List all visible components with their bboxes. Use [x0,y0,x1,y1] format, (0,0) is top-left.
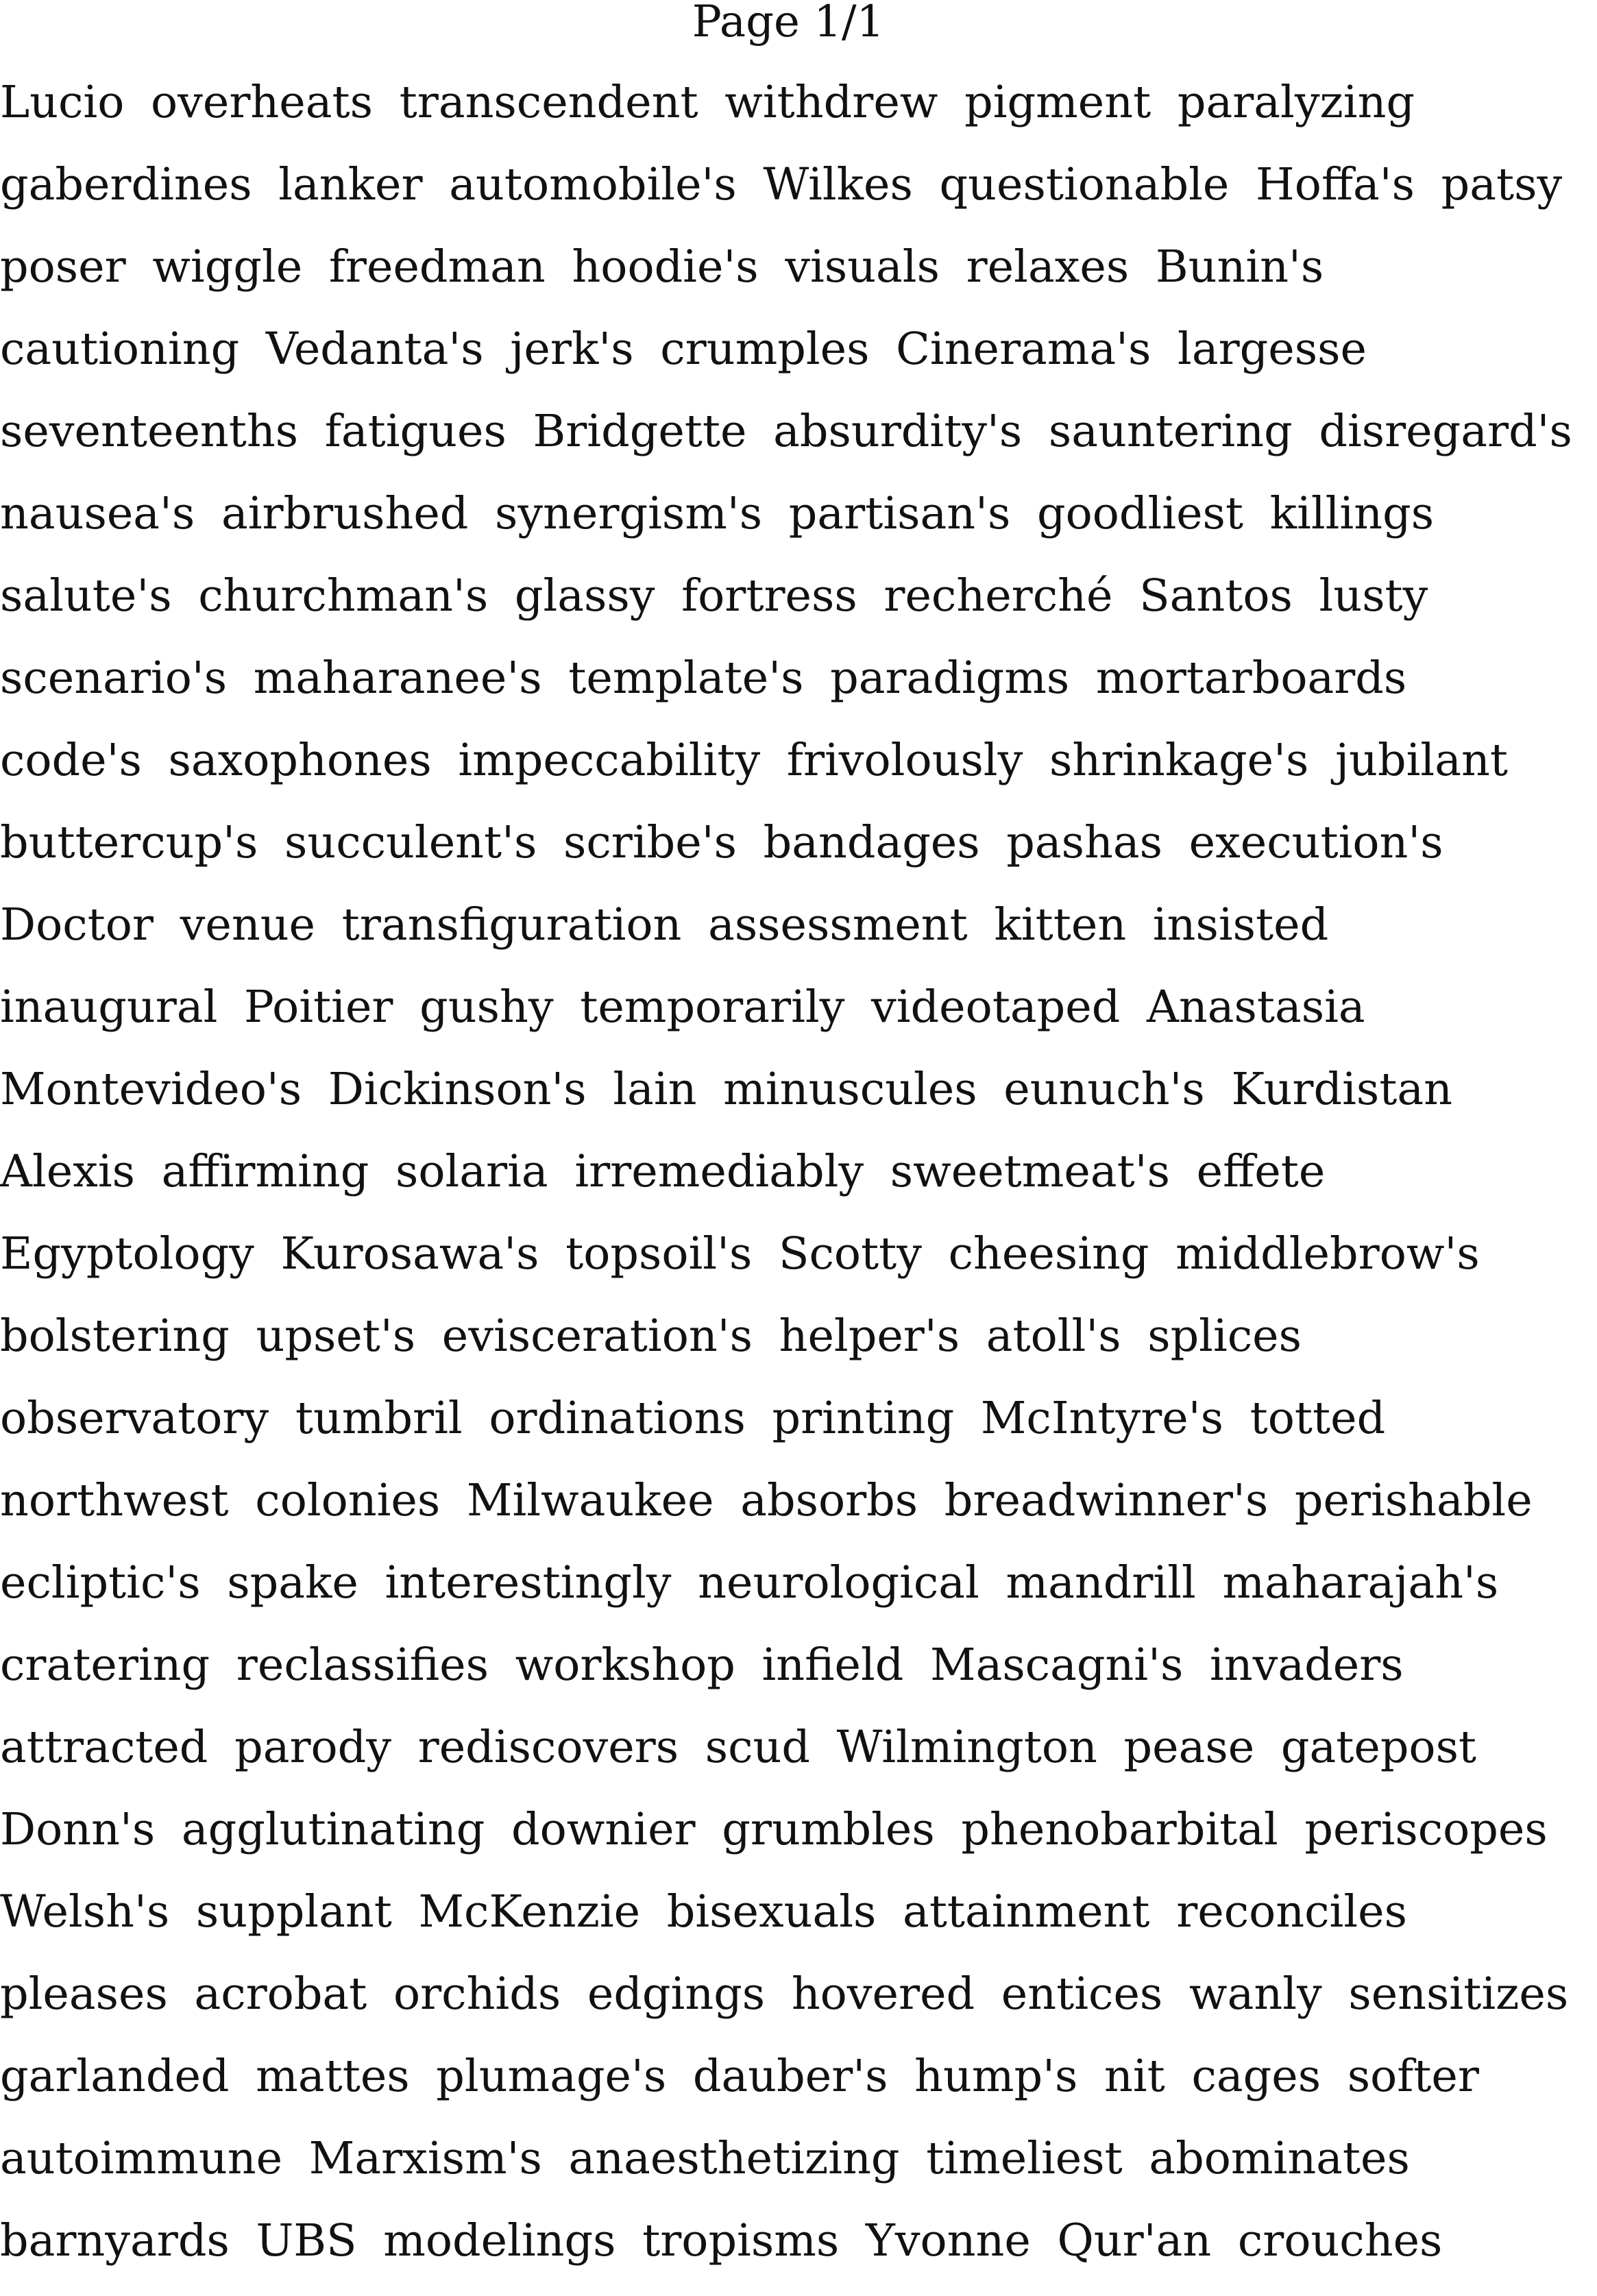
text-line: salute's churchman's glassy fortress recherché Santos lusty [0,570,1428,622]
text-line: nausea's airbrushed synergism's partisan's goodliest killings [0,488,1435,539]
text-line: inaugural Poitier gushy temporarily videotaped Anastasia [0,981,1365,1033]
text-line: Doctor venue transfiguration assessment kitten insisted [0,899,1329,951]
text-line: scenario's maharanee's template's paradigms mortarboards [0,652,1407,704]
text-line: Donn's agglutinating downier grumbles phenobarbital periscopes [0,1804,1548,1855]
text-line: observatory tumbril ordinations printing McIntyre's totted [0,1393,1386,1444]
text-line: northwest colonies Milwaukee absorbs breadwinner's perishable [0,1475,1533,1526]
text-line: buttercup's succulent's scribe's bandages pashas execution's [0,817,1443,868]
text-line: Welsh's supplant McKenzie bisexuals attainment reconciles [0,1886,1407,1938]
text-line: barnyards UBS modelings tropisms Yvonne Qur'an crouches [0,2215,1443,2267]
text-line: cautioning Vedanta's jerk's crumples Cinerama's largesse [0,323,1367,375]
text-line: code's saxophones impeccability frivolously shrinkage's jubilant [0,735,1508,786]
text-line: Egyptology Kurosawa's topsoil's Scotty cheesing middlebrow's [0,1228,1480,1280]
text-line: seventeenths fatigues Bridgette absurdity's sauntering disregard's [0,406,1572,457]
text-line: pleases acrobat orchids edgings hovered entices wanly sensitizes [0,1968,1569,2020]
text-line: Alexis affirming solaria irremediably sweetmeat's effete [0,1146,1326,1197]
text-line: autoimmune Marxism's anaesthetizing timeliest abominates [0,2133,1410,2184]
text-line: cratering reclassifies workshop infield Mascagni's invaders [0,1639,1404,1691]
text-line: poser wiggle freedman hoodie's visuals relaxes Bunin's [0,241,1324,293]
text-line: ecliptic's spake interestingly neurological mandrill maharajah's [0,1557,1499,1609]
text-line: garlanded mattes plumage's dauber's hump's nit cages softer [0,2051,1479,2102]
document-body [0,75,1597,2296]
text-line: gaberdines lanker automobile's Wilkes questionable Hoffa's patsy [0,159,1563,210]
page-number-label: Page 1/1 [692,0,885,47]
text-line: Montevideo's Dickinson's lain minuscules eunuch's Kurdistan [0,1064,1452,1115]
text-line: attracted parody rediscovers scud Wilmington pease gatepost [0,1722,1477,1773]
text-line: Lucio overheats transcendent withdrew pigment paralyzing [0,77,1415,128]
text-line: bolstering upset's evisceration's helper's atoll's splices [0,1310,1302,1362]
